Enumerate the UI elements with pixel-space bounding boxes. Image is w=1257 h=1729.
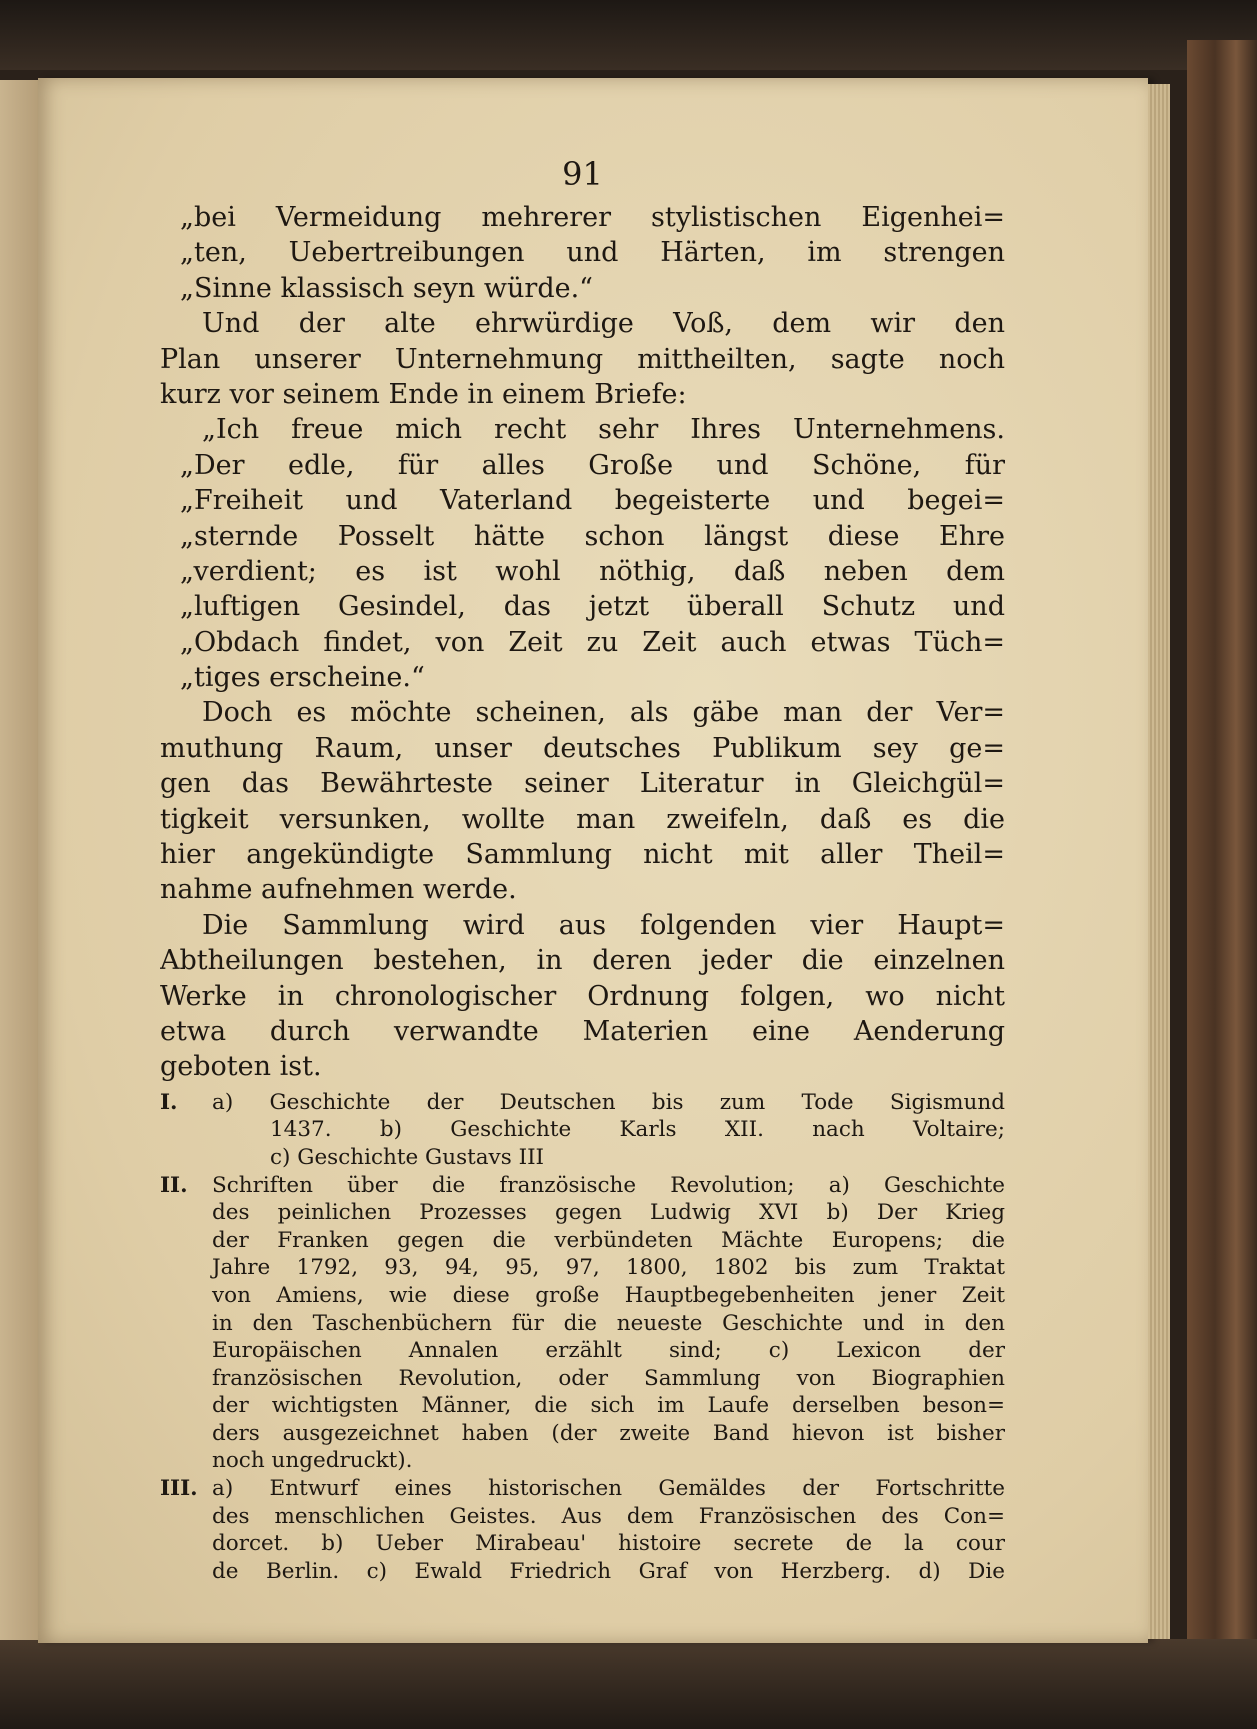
page-number: 91 bbox=[562, 155, 603, 193]
list-line: in den Taschenbüchern für die neueste Geschichte und in den bbox=[212, 1310, 1005, 1336]
list-line: 1437. b) Geschichte Karls XII. nach Voltaire; bbox=[270, 1117, 1005, 1143]
list-numeral: III. bbox=[160, 1476, 198, 1502]
list-line: der wichtigsten Männer, die sich im Laufe derselben beson= bbox=[212, 1393, 1005, 1419]
text-line: „Ich freue mich recht sehr Ihres Unternehmens. bbox=[202, 414, 1005, 446]
text-line: geboten ist. bbox=[160, 1051, 322, 1083]
list-line: de Berlin. c) Ewald Friedrich Graf von Herzberg. d) Die bbox=[212, 1558, 1005, 1584]
list-line: Jahre 1792, 93, 94, 95, 97, 1800, 1802 bis zum Traktat bbox=[212, 1255, 1005, 1281]
book-cover-bottom bbox=[0, 1639, 1257, 1729]
text-line: Plan unserer Unternehmung mittheilten, sagte noch bbox=[160, 343, 1005, 375]
list-numeral: I. bbox=[160, 1089, 178, 1115]
text-line: Und der alte ehrwürdige Voß, dem wir den bbox=[202, 308, 1005, 340]
list-line: c) Geschichte Gustavs III bbox=[270, 1144, 545, 1170]
book-spine-cover bbox=[1187, 40, 1257, 1680]
text-line: „tiges erscheine.“ bbox=[180, 662, 425, 694]
list-line: dorcet. b) Ueber Mirabeau' histoire secrete de la cour bbox=[212, 1531, 1005, 1557]
text-line: „Sinne klassisch seyn würde.“ bbox=[180, 272, 593, 304]
contents-list bbox=[160, 1089, 1005, 1586]
list-line: ders ausgezeichnet haben (der zweite Band hievon ist bisher bbox=[212, 1420, 1005, 1446]
text-line: Die Sammlung wird aus folgenden vier Haupt= bbox=[202, 909, 1005, 941]
list-numeral: II. bbox=[160, 1172, 188, 1198]
list-line: von Amiens, wie diese große Hauptbegebenheiten jener Zeit bbox=[212, 1282, 1005, 1308]
list-line: französischen Revolution, oder Sammlung von Biographien bbox=[212, 1365, 1005, 1391]
list-line-text: a) Geschichte der Deutschen bis zum Tode Sigismund bbox=[212, 1089, 1005, 1115]
list-line-text: a) Entwurf eines historischen Gemäldes der Fortschritte bbox=[212, 1476, 1005, 1502]
text-line: tigkeit versunken, wollte man zweifeln, daß es die bbox=[160, 803, 1005, 835]
body-text bbox=[160, 200, 1005, 1085]
list-line-text: Schriften über die französische Revolution; a) Geschichte bbox=[212, 1172, 1005, 1198]
book-cover-top bbox=[0, 0, 1257, 70]
list-line: noch ungedruckt). bbox=[212, 1448, 413, 1474]
list-line bbox=[160, 1172, 1005, 1200]
list-line: des peinlichen Prozesses gegen Ludwig XVI b) Der Krieg bbox=[212, 1200, 1005, 1226]
text-line: Doch es möchte scheinen, als gäbe man der Ver= bbox=[202, 697, 1005, 729]
text-line: „Freiheit und Vaterland begeisterte und begei= bbox=[180, 485, 1005, 517]
text-line: „luftigen Gesindel, das jetzt überall Schutz und bbox=[180, 591, 1005, 623]
text-line: „verdient; es ist wohl nöthig, daß neben dem bbox=[180, 555, 1005, 587]
text-line: Werke in chronologischer Ordnung folgen, wo nicht bbox=[160, 980, 1005, 1012]
text-line: kurz vor seinem Ende in einem Briefe: bbox=[160, 378, 687, 410]
page-text bbox=[160, 150, 1005, 1585]
text-line: „Der edle, für alles Große und Schöne, für bbox=[180, 449, 1005, 481]
text-line: hier angekündigte Sammlung nicht mit aller Theil= bbox=[160, 839, 1005, 871]
page-stack-edge bbox=[1148, 84, 1170, 1639]
text-line: gen das Bewährteste seiner Literatur in Gleichgül= bbox=[160, 768, 1005, 800]
text-line: „bei Vermeidung mehrerer stylistischen Eigenhei= bbox=[180, 202, 1005, 233]
list-line: der Franken gegen die verbündeten Mächte Europens; die bbox=[212, 1227, 1005, 1253]
text-line: „Obdach findet, von Zeit zu Zeit auch etwas Tüch= bbox=[180, 626, 1005, 658]
list-line: des menschlichen Geistes. Aus dem Französischen des Con= bbox=[212, 1503, 1005, 1529]
facing-page-edge bbox=[0, 80, 40, 1640]
text-line: „sternde Posselt hätte schon längst diese Ehre bbox=[180, 520, 1005, 552]
list-line bbox=[160, 1089, 1005, 1117]
text-line: muthung Raum, unser deutsches Publikum sey ge= bbox=[160, 732, 1005, 764]
list-line: Europäischen Annalen erzählt sind; c) Lexicon der bbox=[212, 1338, 1005, 1364]
text-line: „ten, Uebertreibungen und Härten, im strengen bbox=[180, 237, 1005, 269]
text-line: nahme aufnehmen werde. bbox=[160, 874, 517, 906]
text-line: Abtheilungen bestehen, in deren jeder die einzelnen bbox=[160, 945, 1005, 977]
list-line bbox=[160, 1475, 1005, 1503]
text-line: etwa durch verwandte Materien eine Aenderung bbox=[160, 1015, 1005, 1047]
